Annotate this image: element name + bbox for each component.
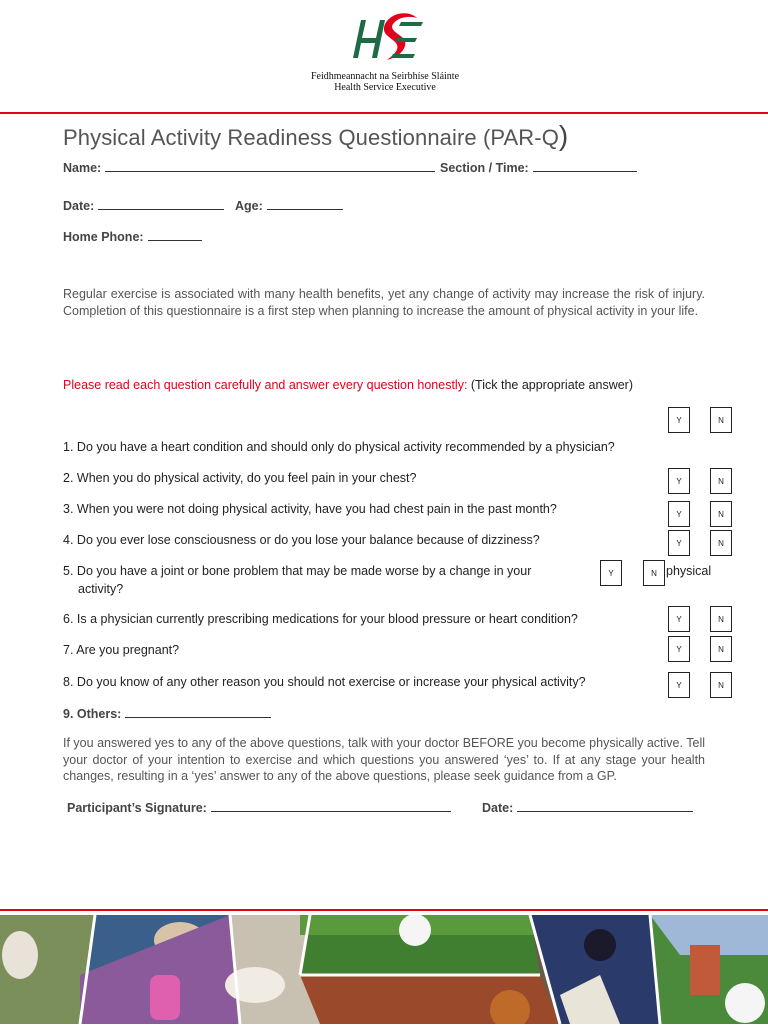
q5-yes-checkbox[interactable]: Y bbox=[600, 560, 622, 586]
question-5-tail: physical bbox=[666, 564, 712, 578]
date-line[interactable] bbox=[98, 197, 224, 210]
signature-label: Participant’s Signature: bbox=[67, 801, 207, 815]
section-time-label: Section / Time: bbox=[440, 161, 529, 175]
signature-date-field[interactable] bbox=[482, 799, 693, 815]
date-label: Date: bbox=[63, 199, 95, 213]
question-3: 3. When you were not doing physical activity, have you had chest pain in the past month? bbox=[63, 502, 557, 516]
q8-no-checkbox[interactable]: N bbox=[710, 672, 732, 698]
name-label: Name: bbox=[63, 161, 102, 175]
question-4: 4. Do you ever lose consciousness or do you lose your balance because of dizziness? bbox=[63, 533, 540, 547]
q5-no-checkbox[interactable]: N bbox=[643, 560, 665, 586]
q2-yes-checkbox[interactable]: Y bbox=[668, 468, 690, 494]
others-line[interactable] bbox=[125, 705, 271, 718]
age-field[interactable] bbox=[235, 197, 343, 213]
home-phone-line[interactable] bbox=[148, 228, 202, 241]
footer-divider bbox=[0, 909, 768, 911]
page-title bbox=[63, 120, 568, 152]
age-line[interactable] bbox=[267, 197, 343, 210]
header-divider bbox=[0, 112, 768, 114]
header-no-box: N bbox=[710, 407, 732, 433]
home-phone-field[interactable] bbox=[63, 228, 202, 244]
question-6: 6. Is a physician currently prescribing medications for your blood pressure or heart condition? bbox=[63, 612, 578, 626]
instruction-black: (Tick the appropriate answer) bbox=[467, 378, 633, 392]
q7-no-checkbox[interactable]: N bbox=[710, 636, 732, 662]
question-5-line2: activity? bbox=[78, 582, 124, 596]
signature-date-label: Date: bbox=[482, 801, 514, 815]
question-8: 8. Do you know of any other reason you should not exercise or increase your physical activity? bbox=[63, 675, 586, 689]
q8-yes-checkbox[interactable]: Y bbox=[668, 672, 690, 698]
name-line[interactable] bbox=[105, 159, 435, 172]
hse-logo bbox=[300, 8, 470, 100]
instruction-red: Please read each question carefully and answer every question honestly: bbox=[63, 378, 468, 392]
q3-yes-checkbox[interactable]: Y bbox=[668, 501, 690, 527]
org-name-irish: Feidhmeannacht na Seirbhíse Sláinte bbox=[310, 71, 460, 82]
signature-field[interactable] bbox=[67, 799, 451, 815]
home-phone-label: Home Phone: bbox=[63, 230, 144, 244]
question-5: 5. Do you have a joint or bone problem that may be made worse by a change in your bbox=[63, 564, 532, 578]
signature-date-line[interactable] bbox=[517, 799, 693, 812]
q3-no-checkbox[interactable]: N bbox=[710, 501, 732, 527]
others-label: 9. Others: bbox=[63, 707, 122, 721]
q4-no-checkbox[interactable]: N bbox=[710, 530, 732, 556]
instruction-text bbox=[63, 378, 633, 392]
section-time-line[interactable] bbox=[533, 159, 637, 172]
date-field[interactable] bbox=[63, 197, 224, 213]
question-7: 7. Are you pregnant? bbox=[63, 643, 180, 657]
sports-collage-image bbox=[0, 915, 768, 1024]
age-label: Age: bbox=[235, 199, 263, 213]
q6-no-checkbox[interactable]: N bbox=[710, 606, 732, 632]
name-field[interactable] bbox=[63, 159, 435, 175]
q4-yes-checkbox[interactable]: Y bbox=[668, 530, 690, 556]
intro-paragraph: Regular exercise is associated with many health benefits, yet any change of activity may increase the risk of injury. Completion of this questionnaire is a first step when planning to increase the amount of physical activity in your life. bbox=[63, 287, 705, 318]
others-field[interactable] bbox=[63, 705, 271, 721]
title-text: Physical Activity Readiness Questionnaire (PAR-Q bbox=[63, 125, 559, 150]
question-1: 1. Do you have a heart condition and should only do physical activity recommended by a physician? bbox=[63, 440, 615, 454]
hse-logo-mark bbox=[345, 8, 425, 66]
q7-yes-checkbox[interactable]: Y bbox=[668, 636, 690, 662]
section-time-field[interactable] bbox=[440, 159, 637, 175]
q2-no-checkbox[interactable]: N bbox=[710, 468, 732, 494]
header-yes-box: Y bbox=[668, 407, 690, 433]
question-2: 2. When you do physical activity, do you feel pain in your chest? bbox=[63, 471, 417, 485]
org-name-english: Health Service Executive bbox=[334, 82, 436, 93]
q6-yes-checkbox[interactable]: Y bbox=[668, 606, 690, 632]
title-paren: ) bbox=[558, 120, 569, 151]
closing-paragraph: If you answered yes to any of the above questions, talk with your doctor BEFORE you become physically active. Tell your doctor of your intention to exercise and which questions you answered ‘yes’ to. If at any stage your health changes, resulting in a ‘yes’ answer to any of the above questions, please seek guidance from a GP. bbox=[63, 736, 705, 783]
signature-line[interactable] bbox=[211, 799, 451, 812]
